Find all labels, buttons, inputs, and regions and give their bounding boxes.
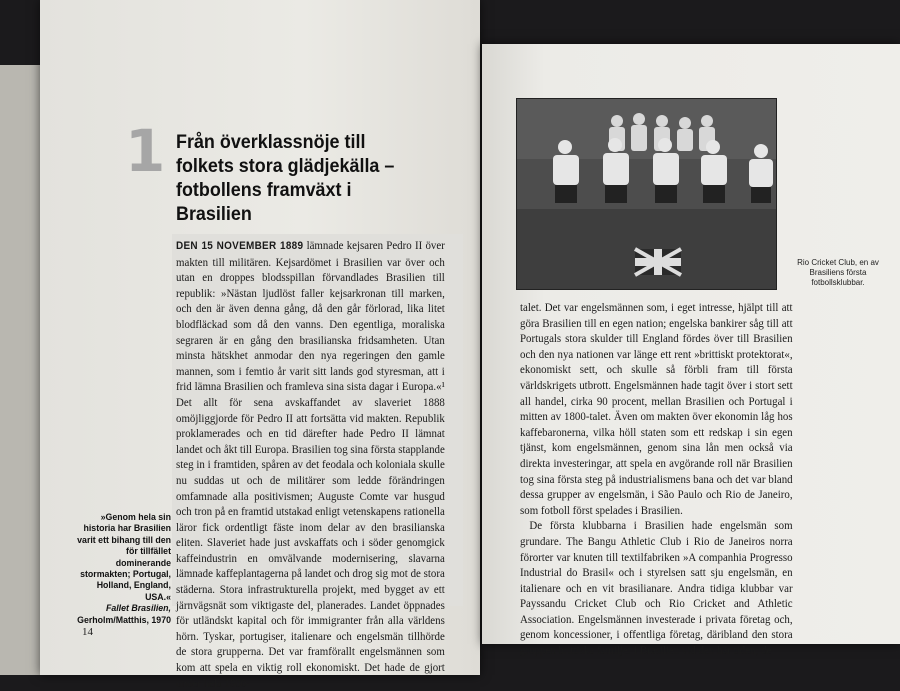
right-paragraph-1: talet. Det var engelsmännen som, i eget intresse, hjälpt till att göra Brasilien till en egen nation; engelska bankirer såg till att Portugals stora skulder till England fördes över till Brasilien och den nya nationen var länge ett rent »brittiskt protektorat«, ekonomiskt sett, och skulle så förbli fram till första världskrigets utbrott. Engelsmännen hade tagit över i stort sett all handel, cirka 90 procent, mellan Brasilien och Portugal i mitten av 1800-talet. Även om makten över ekonomin låg hos kaffebaronerna, vilka höll staten som ett redskap i sin egen tjänst, kom engelsmännen, genom sina lån men också via direkta investeringar, att spela en avgörande roll när Brasilien tog sina första steg på industrialismens bana och det var bland dessa grupper av engelsmän, i São Paulo och Rio de Janeiro, som fotboll först spelades i Brasilien. bbox=[520, 301, 793, 517]
right-paragraph-2: De första klubbarna i Brasilien hade engelsmän som grundare. The Bangu Athletic Club i Rio de Janeiros norra förorter var knuten till textilfabriken »A companhia Progresso Industrial do Brasil« och i styrelsen satt sju engelsmän, en italienare och en vit brasilianare. Andra tidiga klubbar var Payssandu Cricket Club och Rio Cricket and Athletic Association. Engelsmännen investerade i privata företag och, genom koncessioner, i offentliga företag, däribland den stora gruppen brittiska familjer i Brasilien vid den här tiden; de bbox=[520, 519, 793, 658]
underlying-page-edge bbox=[0, 65, 40, 675]
side-quote-text: »Genom hela sin historia har Brasilien varit ett bihang till den för tillfället dominerande stormakten; Portugal, Holland, England, USA.« bbox=[77, 512, 171, 602]
photo-caption: Rio Cricket Club, en av Brasiliens första fotbollsklubbar. bbox=[797, 258, 879, 287]
left-body-text bbox=[176, 238, 445, 691]
chapter-number: 1 bbox=[125, 117, 166, 185]
page-number: 14 bbox=[82, 626, 93, 638]
side-quote bbox=[76, 512, 171, 626]
chapter-title: Från överklassnöje till folkets stora glädjekälla – fotbollens framväxt i Brasilien bbox=[176, 131, 395, 225]
left-body-paragraph: lämnade kejsaren Pedro II över makten till militären. Kejsardömet i Brasilien var över och utan en droppes blodsspillan förvandlades Brasilien till republik: »Nästan ljudlöst faller kejsarkronan till marken, och den är även denna gång, då den går förlorad, lika litet blodfläckad som då den vanns. Den egentliga, moraliska segraren är en gång den brasilianska fridsamheten. Utan minsta hätskhet anmodar den nya regeringen den gamle mannen, som i femtio år varit sitt lands god styresman, att i frid lämna Brasilien och framleva sina sista dagar i Europa.«¹ Det allt för sena avskaffandet av slaveriet 1888 omöjliggjorde för Pedro II att fortsätta vid makten. Republik proklamerades och en tid därefter hade Pedro II lämnat landet och åkt till Europa. Brasilien tog sina första stapplande steg in i framtiden, spåren av det feodala och koloniala skulle nu suddas ut och de militärer som ledde förändringen omfamnade alla positivismen; Auguste Comte var husgud och tron på en framtid utstakad enligt vetenskapens rationella läror fick ordentligt fäste inom delar av den brasilianska eliten. Slaveriet hade just avskaffats och i söder genomgick kaffeindustrin en omvälvande modernisering, slavarna lämnade kaffeplantagerna på landet och drog sig mot de stora städerna. Stora infrastrukturella projekt, med bygget av ett järnvägsnät som viktigaste del, planerades. Landet öppnades för utländskt kapital och för immigranter från alla världens hörn. Tyskar, portugiser, italienare och engelsmän tillhörde de stora grupperna. Det var framförallt engelsmännen som kom att spela en viktig roll ekonomiskt. Det hade de gjort under hela 1800- bbox=[176, 239, 445, 690]
side-quote-source bbox=[76, 603, 171, 614]
right-body-text bbox=[520, 300, 793, 659]
team-photo bbox=[516, 98, 777, 290]
lead-date: DEN 15 NOVEMBER 1889 bbox=[176, 240, 304, 252]
side-quote-title: Fallet Brasilien, bbox=[105, 603, 171, 614]
team-photo-illustration bbox=[517, 99, 776, 289]
side-quote-authors: Gerholm/Matthis, 1970 bbox=[77, 614, 171, 625]
